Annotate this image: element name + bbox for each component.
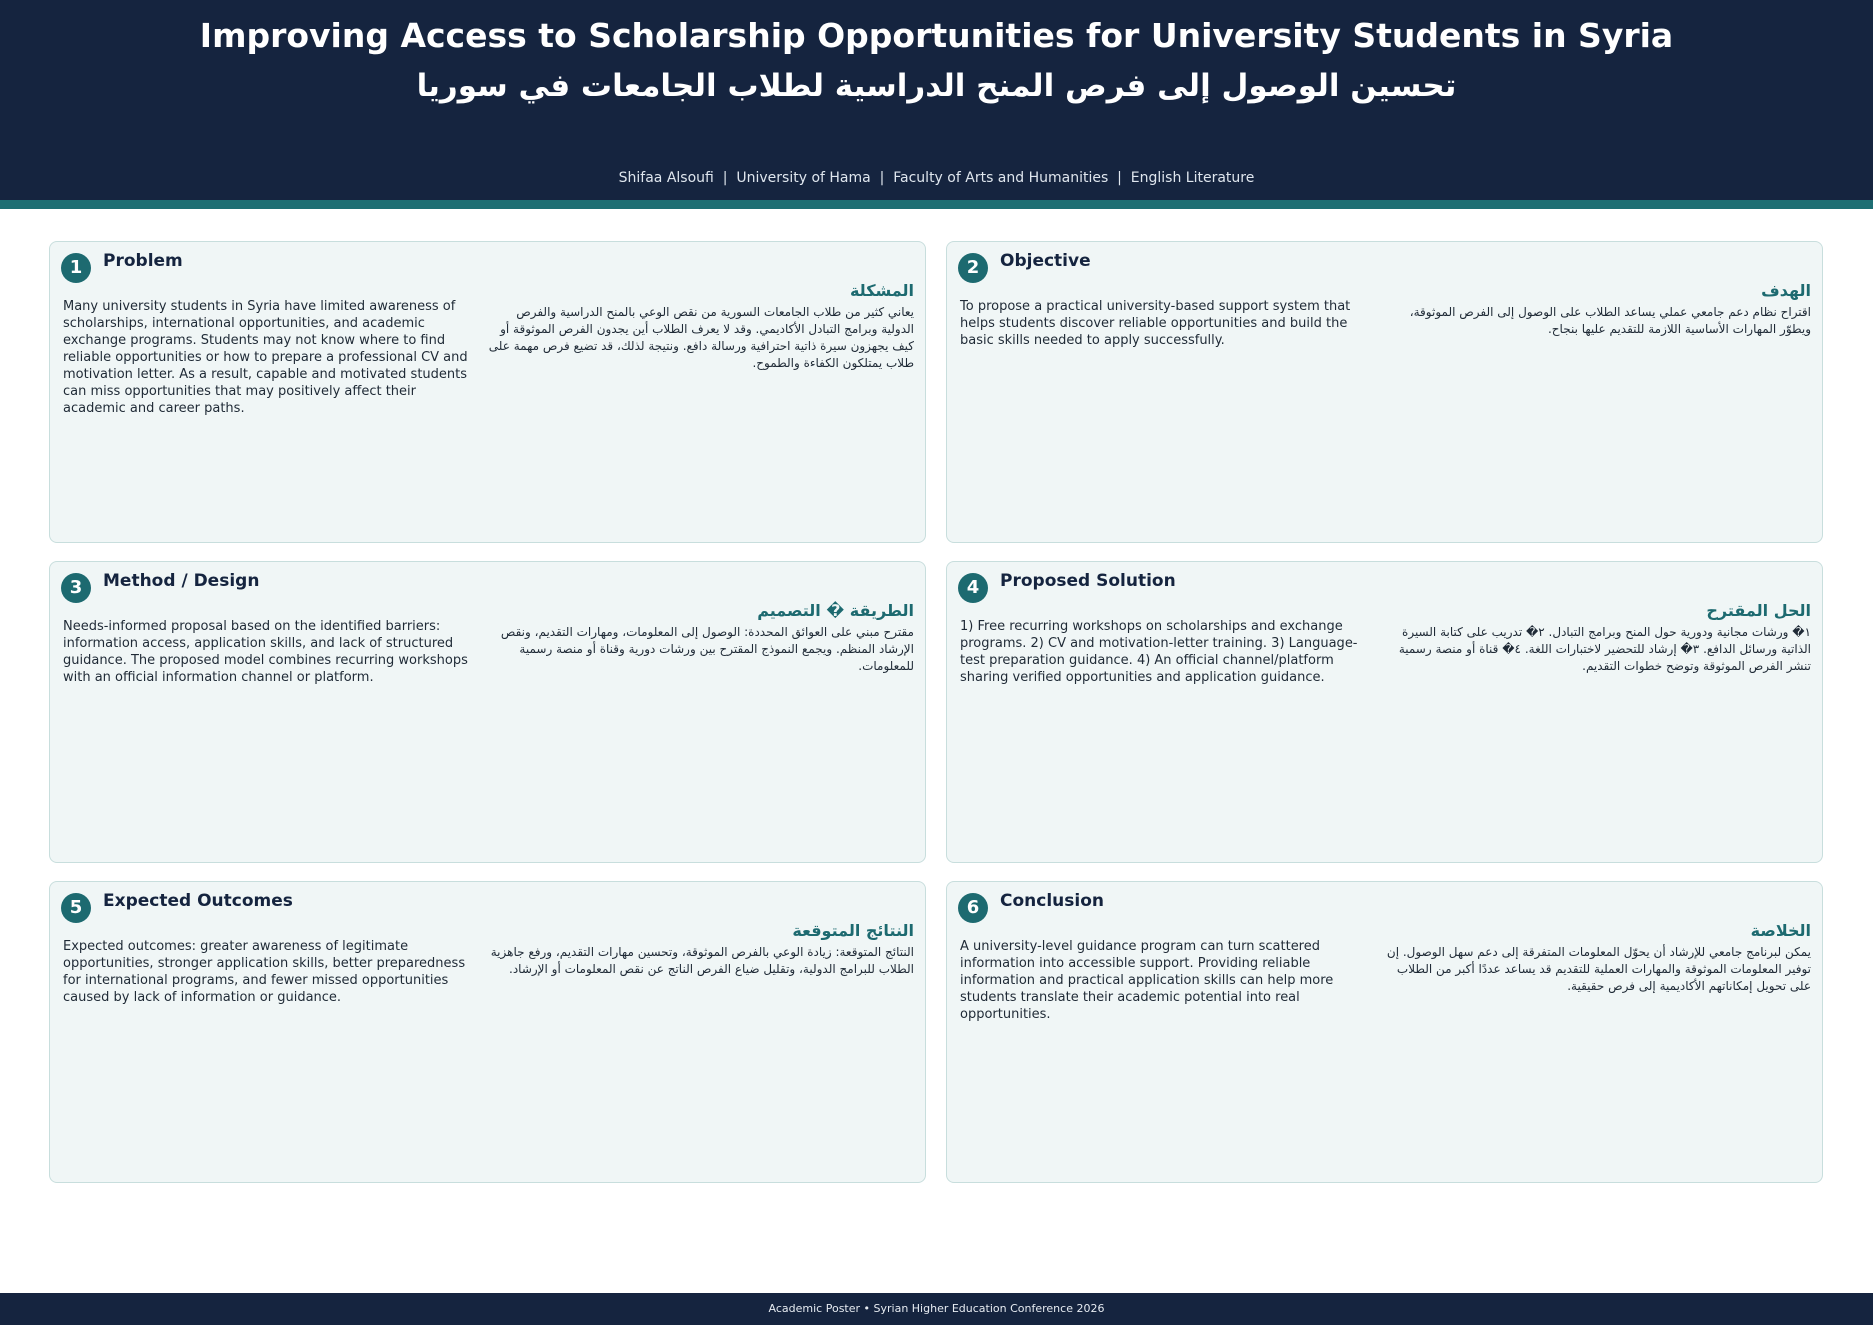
separator: | bbox=[722, 170, 728, 186]
section-title-arabic: الطريقة � التصميم bbox=[757, 601, 914, 620]
section-title: Expected Outcomes bbox=[103, 891, 293, 911]
section-title-arabic: المشكلة bbox=[849, 281, 914, 300]
author-affiliation-line bbox=[0, 170, 1873, 186]
section-title: Conclusion bbox=[1000, 891, 1104, 911]
section-title: Method / Design bbox=[103, 571, 260, 591]
separator: | bbox=[1117, 170, 1122, 186]
section-body: A university-level guidance program can turn scattered information into accessible support. Providing reliable information and practical application skills can help more students translate their academic potential into real opportunities. bbox=[960, 939, 1334, 1022]
section-body-arabic: النتائج المتوقعة: زيادة الوعي بالفرص الموثوقة، وتحسين مهارات التقديم، ورفع جاهزية الطلاب للبرامج الدولية، وتقليل ضياع الفرص الناتج عن نقص المعلومات أو الإرشاد. bbox=[490, 945, 914, 976]
section-number-badge: 2 bbox=[958, 253, 988, 283]
poster-footer: Academic Poster • Syrian Higher Education Conference 2026 bbox=[0, 1293, 1873, 1325]
section-body-arabic: يعاني كثير من طلاب الجامعات السورية من نقص الوعي بالمنح الدراسية والفرص الدولية وبرامج التبادل الأكاديمي. وقد لا يعرف الطلاب أين يجدون الفرص الموثوقة أو كيف يجهزون سيرة ذاتية احترافية ورسالة دافع. ونتيجة لذلك، قد تضيع فرص مهمة على طلاب يمتلكون الكفاءة والطموح. bbox=[488, 305, 914, 370]
section-panel-proposed-solution bbox=[946, 561, 1823, 863]
section-body-arabic: ١� ورشات مجانية ودورية حول المنح وبرامج التبادل. ٢� تدريب على كتابة السيرة الذاتية ورسائل الدافع. ٣� إرشاد للتحضير لاختبارات اللغة. ٤� قناة أو منصة رسمية تنشر الفرص الموثوقة وتوضح خطوات التقديم. bbox=[1398, 625, 1811, 673]
poster-title: Improving Access to Scholarship Opportunities for University Students in Syria bbox=[199, 16, 1674, 55]
section-title-arabic: النتائج المتوقعة bbox=[792, 921, 914, 940]
department-name: English Literature bbox=[1130, 170, 1255, 186]
section-number-badge: 5 bbox=[61, 893, 91, 923]
poster-header bbox=[0, 0, 1873, 200]
university-name: University of Hama bbox=[736, 170, 871, 186]
section-title-arabic: الخلاصة bbox=[1750, 921, 1811, 940]
section-panel-conclusion bbox=[946, 881, 1823, 1183]
section-panel-method bbox=[49, 561, 926, 863]
section-number-badge: 3 bbox=[61, 573, 91, 603]
section-panel-problem bbox=[49, 241, 926, 543]
section-title: Proposed Solution bbox=[1000, 571, 1176, 591]
header-accent-stripe bbox=[0, 200, 1873, 209]
section-number-badge: 1 bbox=[61, 253, 91, 283]
author-name: Shifaa Alsoufi bbox=[618, 170, 714, 186]
section-number-badge: 4 bbox=[958, 573, 988, 603]
section-title: Problem bbox=[103, 251, 183, 271]
section-body-arabic: اقتراح نظام دعم جامعي عملي يساعد الطلاب على الوصول إلى الفرص الموثوقة، ويطوّر المهارات الأساسية اللازمة للتقديم عليها بنجاح. bbox=[1409, 305, 1811, 336]
section-body: 1) Free recurring workshops on scholarships and exchange programs. 2) CV and motivation-letter training. 3) Language-test preparation guidance. 4) An official channel/platform sharing verified opportunities and application guidance. bbox=[960, 619, 1358, 685]
section-title-arabic: الهدف bbox=[1761, 281, 1811, 300]
section-body: Many university students in Syria have limited awareness of scholarships, international opportunities, and academic exchange programs. Students may not know where to find reliable opportunities or how to prepare a professional CV and motivation letter. As a result, capable and motivated students can miss opportunities that may positively affect their academic and career paths. bbox=[63, 299, 468, 416]
separator: | bbox=[879, 170, 885, 186]
section-body: Expected outcomes: greater awareness of legitimate opportunities, stronger application skills, better preparedness for international programs, and fewer missed opportunities caused by lack of information or guidance. bbox=[63, 939, 466, 1005]
section-title: Objective bbox=[1000, 251, 1091, 271]
section-body: To propose a practical university-based support system that helps students discover reliable opportunities and build the basic skills needed to apply successfully. bbox=[960, 299, 1351, 348]
poster-title-arabic: تحسين الوصول إلى فرص المنح الدراسية لطلاب الجامعات في سوريا bbox=[416, 68, 1457, 104]
section-panel-objective bbox=[946, 241, 1823, 543]
section-panel-expected-outcomes bbox=[49, 881, 926, 1183]
section-body-arabic: يمكن لبرنامج جامعي للإرشاد أن يحوّل المعلومات المتفرقة إلى دعم سهل الوصول. إن توفير المعلومات الموثوقة والمهارات العملية للتقديم قد يساعد عددًا أكبر من الطلاب على تحويل إمكاناتهم الأكاديمية إلى فرص حقيقية. bbox=[1386, 945, 1811, 993]
faculty-name: Faculty of Arts and Humanities bbox=[893, 170, 1109, 186]
section-number-badge: 6 bbox=[958, 893, 988, 923]
section-body: Needs-informed proposal based on the identified barriers: information access, application skills, and lack of structured guidance. The proposed model combines recurring workshops with an official information channel or platform. bbox=[63, 619, 468, 685]
section-body-arabic: مقترح مبني على العوائق المحددة: الوصول إلى المعلومات، ومهارات التقديم، ونقص الإرشاد المنظم. ويجمع النموذج المقترح بين ورشات دورية وقناة أو منصة رسمية للمعلومات. bbox=[500, 625, 914, 673]
section-title-arabic: الحل المقترح bbox=[1706, 601, 1811, 620]
